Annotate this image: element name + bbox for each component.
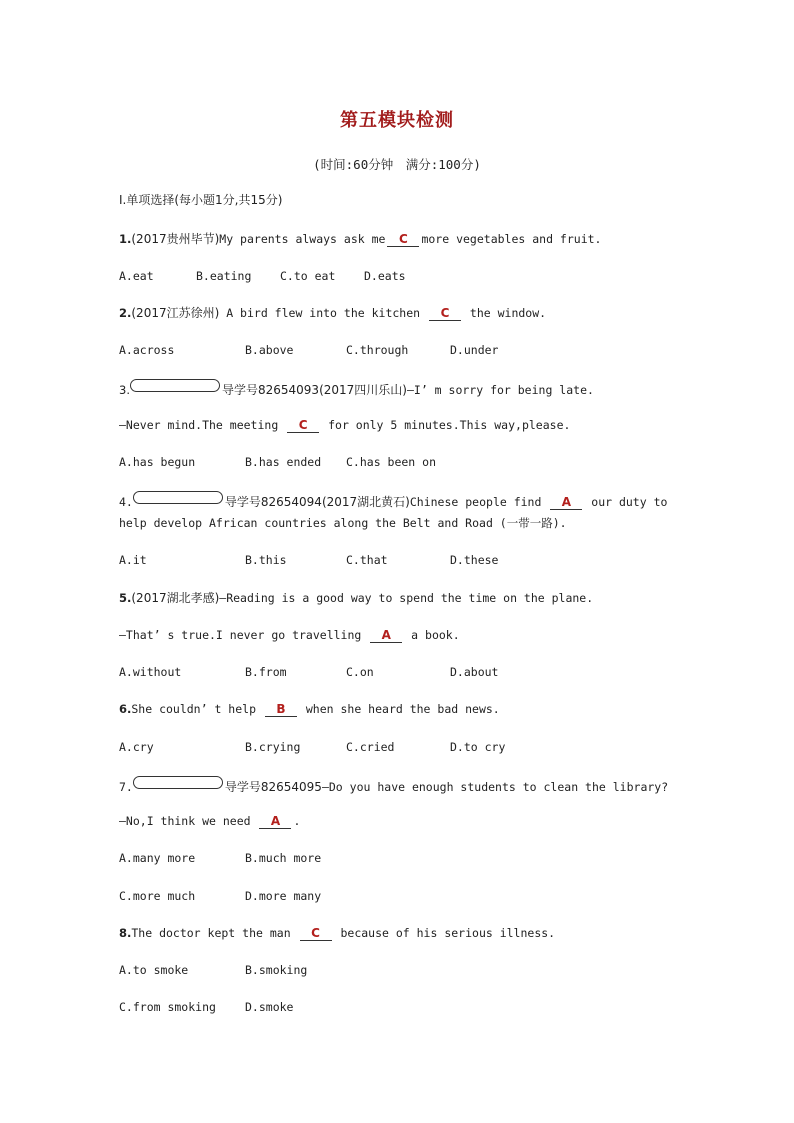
option: A.it: [119, 553, 147, 567]
answer-blank: B: [265, 703, 297, 717]
option: A.many more: [119, 851, 196, 865]
question-5: [119, 590, 593, 606]
question-text: Chinese people find: [409, 495, 549, 509]
question-text: A bird flew into the kitchen: [219, 306, 427, 320]
option: A.cry: [119, 740, 154, 754]
question-6-options: [119, 739, 505, 755]
question-text: when she heard the bad news.: [298, 702, 500, 716]
section-heading: Ⅰ.单项选择(每小题1分,共15分): [119, 193, 283, 207]
page-title: 第五模块检测: [340, 110, 454, 131]
guide-number-box: [130, 379, 220, 392]
option: D.smoke: [245, 1000, 294, 1014]
answer-blank: A: [370, 629, 402, 643]
question-text: —That’ s true.I never go travelling: [119, 628, 369, 642]
guide-number: 导学号82654093: [221, 383, 320, 397]
option: C.from smoking: [119, 1000, 216, 1014]
question-7-line-2: [119, 813, 300, 829]
option: B.crying: [245, 740, 301, 754]
answer-blank: A: [259, 815, 291, 829]
option: B.smoking: [245, 963, 308, 977]
question-4-options: [119, 552, 498, 568]
option: C.cried: [346, 740, 395, 754]
option: D.more many: [245, 889, 322, 903]
question-number: 3.: [119, 383, 130, 397]
option: C.has been on: [346, 455, 437, 469]
question-source: (2017江苏徐州): [131, 306, 220, 320]
option: D.about: [450, 665, 499, 679]
guide-number: 导学号82654095: [224, 780, 322, 794]
option: D.eats: [364, 269, 406, 283]
question-text: My parents always ask me: [219, 232, 386, 246]
question-5-line-2: [119, 627, 460, 643]
question-text: .: [293, 814, 301, 828]
question-number: 2.: [119, 306, 132, 320]
question-2-options: [119, 342, 498, 358]
question-text: —I’ m sorry for being late.: [406, 383, 594, 397]
question-text: the window.: [463, 306, 547, 320]
question-3-line-2: [119, 417, 570, 433]
option: D.to cry: [450, 740, 506, 754]
question-8: [119, 925, 555, 941]
question-number: 7.: [119, 780, 133, 794]
option: C.through: [346, 343, 409, 357]
question-source: (2017四川乐山): [319, 383, 407, 397]
question-number: 6.: [119, 702, 132, 716]
question-text: She couldn’ t help: [131, 702, 263, 716]
guide-number-box: [133, 776, 223, 789]
question-text: because of his serious illness.: [333, 926, 556, 940]
question-text: a book.: [404, 628, 460, 642]
question-text: The doctor kept the man: [131, 926, 298, 940]
option: C.more much: [119, 889, 196, 903]
option: A.eat: [119, 269, 154, 283]
question-number: 8.: [119, 926, 132, 940]
question-7: [119, 776, 668, 795]
answer-blank: C: [429, 307, 461, 321]
question-2: [119, 305, 546, 321]
question-text: —Never mind.The meeting: [119, 418, 286, 432]
option: A.across: [119, 343, 175, 357]
question-text: more vegetables and fruit.: [421, 232, 602, 246]
question-6: [119, 701, 500, 717]
question-text: —No,I think we need: [119, 814, 258, 828]
option: A.without: [119, 665, 182, 679]
option: D.these: [450, 553, 499, 567]
question-8-options-row-1: [119, 962, 307, 978]
question-number: 1.: [119, 232, 132, 246]
option: B.has ended: [245, 455, 322, 469]
option: C.that: [346, 553, 388, 567]
question-4: [119, 491, 667, 510]
question-text: —Do you have enough students to clean the library?: [321, 780, 669, 794]
answer-blank: A: [550, 496, 582, 510]
page-subtitle: (时间:60分钟 满分:100分): [313, 157, 481, 172]
option: B.eating: [196, 269, 252, 283]
question-number: 5.: [119, 591, 132, 605]
question-4-line-2: help develop African countries along the Belt and Road (一带一路).: [119, 516, 567, 530]
question-8-options-row-2: [119, 999, 293, 1015]
question-source: (2017湖北孝感): [131, 591, 220, 605]
option: A.to smoke: [119, 963, 189, 977]
question-text: our duty to: [584, 495, 668, 509]
option: C.to eat: [280, 269, 336, 283]
guide-number-box: [133, 491, 223, 504]
answer-blank: C: [387, 233, 419, 247]
option: B.this: [245, 553, 287, 567]
option: B.above: [245, 343, 294, 357]
option: B.from: [245, 665, 287, 679]
option: C.on: [346, 665, 374, 679]
question-7-options-row-1: [119, 850, 321, 866]
question-text: —Reading is a good way to spend the time on the plane.: [219, 591, 594, 605]
option: D.under: [450, 343, 499, 357]
question-source: (2017贵州毕节): [131, 232, 220, 246]
option: A.has begun: [119, 455, 196, 469]
question-text: for only 5 minutes.This way,please.: [321, 418, 571, 432]
question-number: 4.: [119, 495, 133, 509]
option: B.much more: [245, 851, 322, 865]
question-7-options-row-2: [119, 888, 321, 904]
question-3: [119, 379, 594, 398]
question-5-options: [119, 664, 498, 680]
guide-number: 导学号82654094: [224, 495, 322, 509]
question-source: (2017湖北黄石): [321, 495, 410, 509]
question-1-options: [119, 268, 406, 284]
answer-blank: C: [300, 927, 332, 941]
question-1: [119, 231, 601, 247]
question-3-options: [119, 454, 436, 470]
answer-blank: C: [287, 419, 319, 433]
